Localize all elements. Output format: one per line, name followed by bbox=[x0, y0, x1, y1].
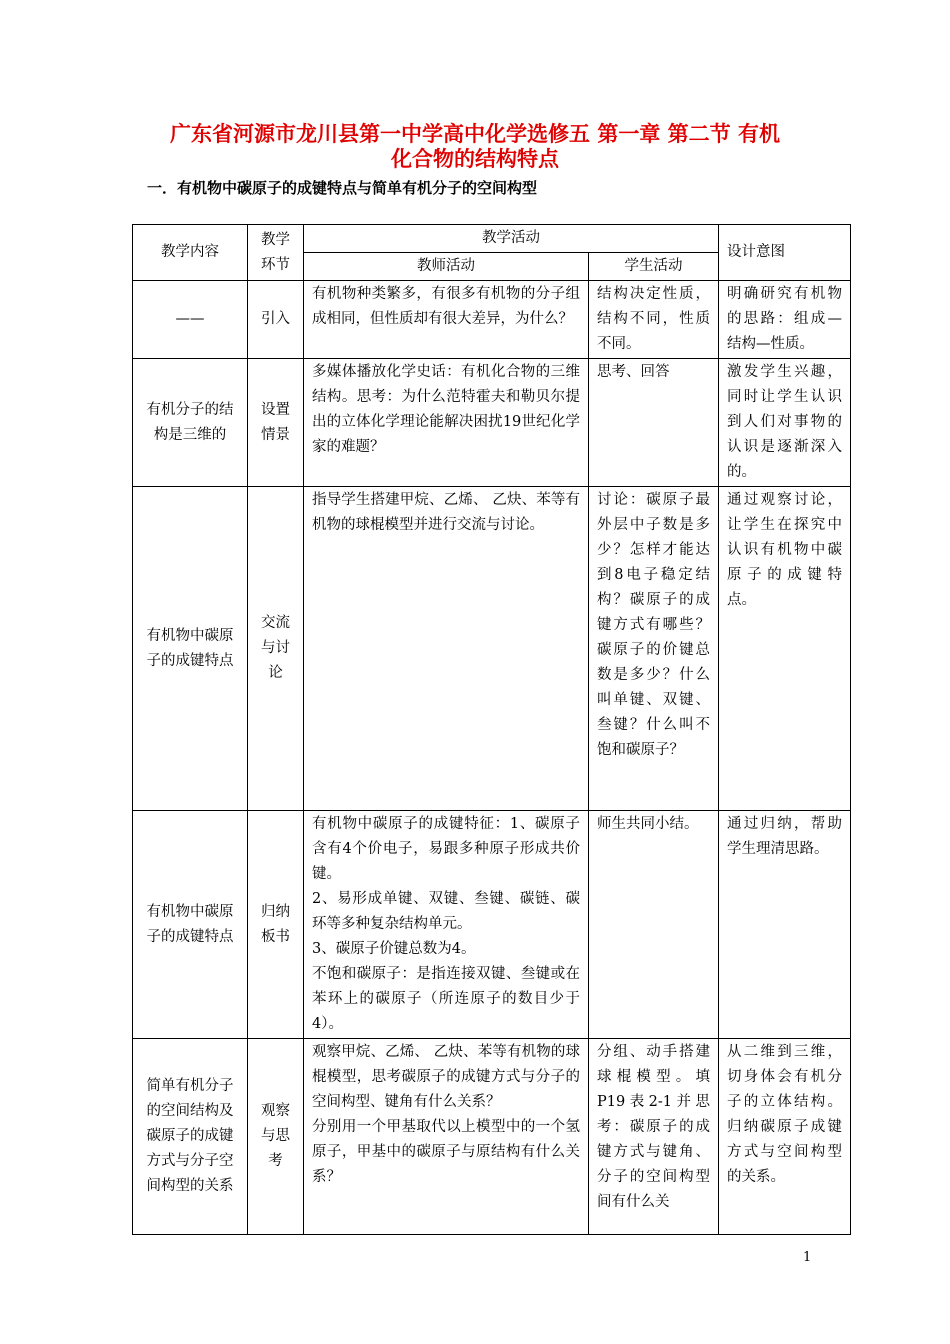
table-row bbox=[133, 359, 851, 487]
row-content: 简单有机分子的空间结构及 碳原子的成键方式与分子空间构型的关系 bbox=[133, 1039, 248, 1235]
row-teacher-activity: 多媒体播放化学史话：有机化合物的三维结构。思考：为什么范特霍夫和勒贝尔提出的立体化学理论能解决困扰19世纪化学家的难题？ bbox=[304, 359, 589, 487]
row-teacher-activity: 有机物中碳原子的成键特征：1、碳原子含有4个价电子，易跟多种原子形成共价键。 2、易形成单键、双键、叁键、碳链、碳环等多种复杂结构单元。 3、碳原子价键总数为4。 不饱和碳原子：是指连接双键、叁键或在苯环上的碳原子（所连原子的数目少于4）。 bbox=[304, 811, 589, 1039]
row-design-intent: 通过归纳，帮助学生理清思路。 bbox=[719, 811, 851, 1039]
row-content: —— bbox=[133, 281, 248, 359]
row-content: 有机分子的结构是三维的 bbox=[133, 359, 248, 487]
row-student-activity: 思考、回答 bbox=[589, 359, 719, 487]
row-student-activity: 讨论：碳原子最外层中子数是多少？怎样才能达到8电子稳定结构？碳原子的成键方式有哪些？碳原子的价键总数是多少？什么叫单键、双键、叁键？什么叫不饱和碳原子？ bbox=[589, 487, 719, 811]
row-design-intent: 从二维到三维，切身体会有机分子的立体结构。归纳碳原子成键方式与空间构型的关系。 bbox=[719, 1039, 851, 1235]
row-teacher-activity: 指导学生搭建甲烷、乙烯、 乙炔、苯等有机物的球棍模型并进行交流与讨论。 bbox=[304, 487, 589, 811]
header-row-1 bbox=[133, 225, 851, 253]
row-stage: 归纳板书 bbox=[248, 811, 304, 1039]
row-student-activity: 结构决定性质，结构不同，性质不同。 bbox=[589, 281, 719, 359]
header-intent: 设计意图 bbox=[719, 225, 851, 281]
table-row bbox=[133, 1039, 851, 1235]
title-line-2: 化合物的结构特点 bbox=[391, 147, 559, 171]
row-stage: 交流与讨论 bbox=[248, 487, 304, 811]
page-number: 1 bbox=[803, 1250, 812, 1265]
table-row bbox=[133, 281, 851, 359]
row-teacher-activity: 观察甲烷、乙烯、 乙炔、苯等有机物的球棍模型，思考碳原子的成键方式与分子的空间构型、键角有什么关系？ 分别用一个甲基取代以上模型中的一个氢原子，甲基中的碳原子与原结构有什么关系？ bbox=[304, 1039, 589, 1235]
header-student: 学生活动 bbox=[589, 253, 719, 281]
header-stage: 教学 环节 bbox=[248, 225, 304, 281]
row-stage: 观察与思考 bbox=[248, 1039, 304, 1235]
header-content: 教学内容 bbox=[133, 225, 248, 281]
row-content: 有机物中碳原子的成键特点 bbox=[133, 487, 248, 811]
lesson-plan-table bbox=[132, 224, 851, 1235]
row-design-intent: 激发学生兴趣，同时让学生认识到人们对事物的认识是逐渐深入的。 bbox=[719, 359, 851, 487]
header-activity: 教学活动 bbox=[304, 225, 719, 253]
header-teacher: 教师活动 bbox=[304, 253, 589, 281]
row-design-intent: 明确研究有机物的思路：组成—结构—性质。 bbox=[719, 281, 851, 359]
row-stage: 设置情景 bbox=[248, 359, 304, 487]
section-heading: 一．有机物中碳原子的成键特点与简单有机分子的空间构型 bbox=[147, 179, 538, 197]
table-row bbox=[133, 811, 851, 1039]
row-teacher-activity: 有机物种类繁多，有很多有机物的分子组成相同，但性质却有很大差异，为什么？ bbox=[304, 281, 589, 359]
row-stage: 引入 bbox=[248, 281, 304, 359]
table-row bbox=[133, 487, 851, 811]
row-design-intent: 通过观察讨论，让学生在探究中认识有机物中碳原子的成键特点。 bbox=[719, 487, 851, 811]
row-student-activity: 分组、动手搭建球棍模型。填P19表2-1并思考：碳原子的成键方式与键角、分子的空间构型间有什么关 bbox=[589, 1039, 719, 1235]
row-student-activity: 师生共同小结。 bbox=[589, 811, 719, 1039]
row-content: 有机物中碳原子的成键特点 bbox=[133, 811, 248, 1039]
document-title bbox=[0, 122, 950, 172]
title-line-1: 广东省河源市龙川县第一中学高中化学选修五 第一章 第二节 有机 bbox=[170, 122, 780, 146]
